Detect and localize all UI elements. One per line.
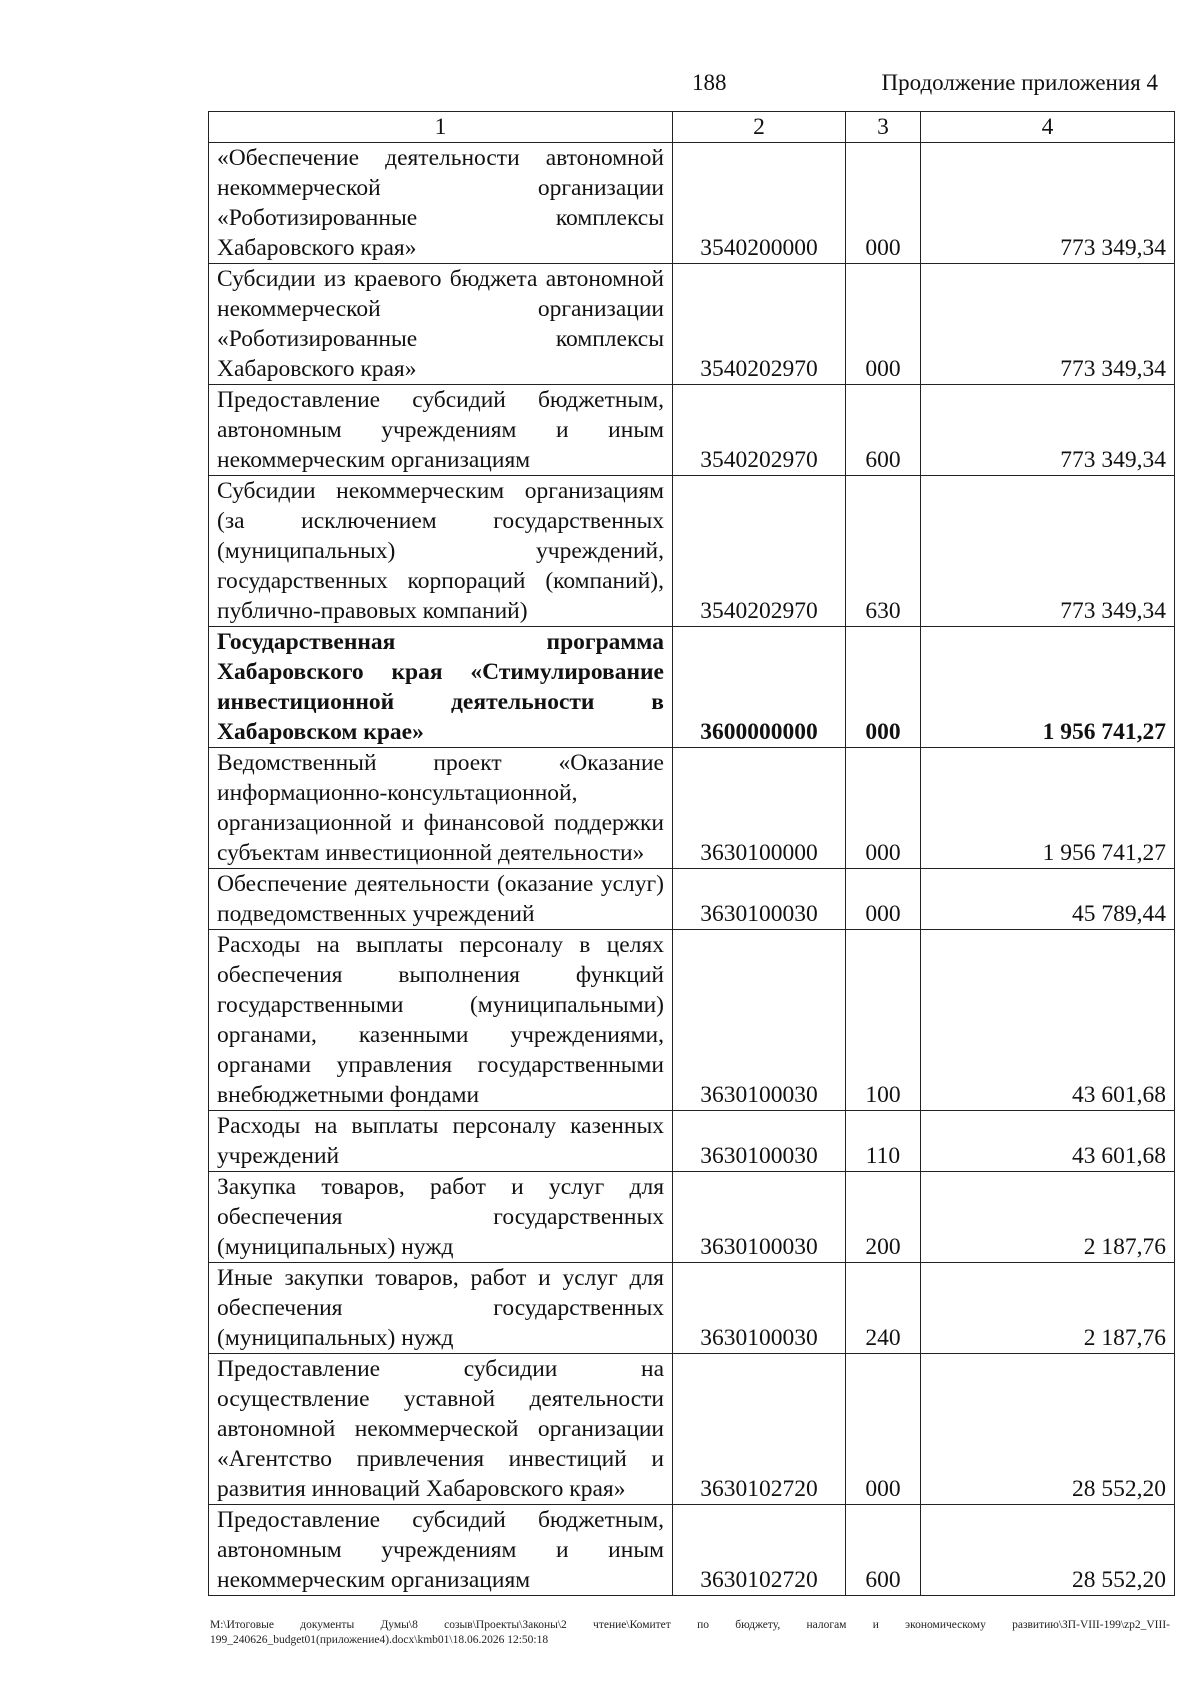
table-row bbox=[209, 476, 1175, 627]
row-amount-cell: 43 601,68 bbox=[921, 1111, 1175, 1172]
row-type-cell: 000 bbox=[846, 264, 921, 385]
row-code-cell: 3600000000 bbox=[673, 627, 846, 748]
row-type-cell: 200 bbox=[846, 1172, 921, 1263]
row-code-cell: 3630100000 bbox=[673, 748, 846, 869]
table-row bbox=[209, 264, 1175, 385]
row-name-cell: «Обеспечение деятельности автономной некоммерческой организации «Роботизированные комплексы Хабаровского края» bbox=[209, 143, 673, 264]
row-amount-cell: 43 601,68 bbox=[921, 930, 1175, 1111]
row-type-cell: 600 bbox=[846, 385, 921, 476]
table-row bbox=[209, 627, 1175, 748]
row-type-cell: 630 bbox=[846, 476, 921, 627]
table-row bbox=[209, 1354, 1175, 1505]
row-code-cell: 3540200000 bbox=[673, 143, 846, 264]
table-row bbox=[209, 1172, 1175, 1263]
row-amount-cell: 2 187,76 bbox=[921, 1263, 1175, 1354]
file-path-footer: M:\Итоговые документы Думы\8 созыв\Проекты\Законы\2 чтение\Комитет по бюджету, налогам и экономическому развитию\ЗП-VIII-199\zp2_VIII-199_240626_budget01(приложение4).docx\kmb01\18.06.2026 12:50:18 bbox=[210, 1619, 1170, 1646]
row-name-cell: Закупка товаров, работ и услуг для обеспечения государственных (муниципальных) нужд bbox=[209, 1172, 673, 1263]
row-name-cell: Обеспечение деятельности (оказание услуг) подведомственных учреждений bbox=[209, 869, 673, 930]
table-row bbox=[209, 869, 1175, 930]
row-type-cell: 100 bbox=[846, 930, 921, 1111]
row-code-cell: 3630100030 bbox=[673, 930, 846, 1111]
row-name-cell: Предоставление субсидий бюджетным, автономным учреждениям и иным некоммерческим организациям bbox=[209, 1505, 673, 1596]
row-type-cell: 000 bbox=[846, 748, 921, 869]
row-code-cell: 3540202970 bbox=[673, 264, 846, 385]
table-row bbox=[209, 1263, 1175, 1354]
row-amount-cell: 1 956 741,27 bbox=[921, 748, 1175, 869]
row-name-cell: Предоставление субсидий бюджетным, автономным учреждениям и иным некоммерческим организациям bbox=[209, 385, 673, 476]
row-amount-cell: 773 349,34 bbox=[921, 385, 1175, 476]
table-row bbox=[209, 930, 1175, 1111]
row-code-cell: 3630102720 bbox=[673, 1505, 846, 1596]
row-code-cell: 3630100030 bbox=[673, 1111, 846, 1172]
row-name-cell: Субсидии некоммерческим организациям (за исключением государственных (муниципальных) учреждений, государственных корпораций (компаний), публично-правовых компаний) bbox=[209, 476, 673, 627]
row-name-cell: Иные закупки товаров, работ и услуг для обеспечения государственных (муниципальных) нужд bbox=[209, 1263, 673, 1354]
table-row bbox=[209, 143, 1175, 264]
row-amount-cell: 1 956 741,27 bbox=[921, 627, 1175, 748]
row-name-cell: Расходы на выплаты персоналу в целях обеспечения выполнения функций государственными (муниципальными) органами, казенными учреждениями, органами управления государственными внебюджетными фондами bbox=[209, 930, 673, 1111]
row-code-cell: 3540202970 bbox=[673, 385, 846, 476]
row-type-cell: 000 bbox=[846, 869, 921, 930]
column-header-3: 3 bbox=[846, 112, 921, 143]
table-row bbox=[209, 1505, 1175, 1596]
column-header-1: 1 bbox=[209, 112, 673, 143]
row-code-cell: 3630100030 bbox=[673, 1263, 846, 1354]
row-amount-cell: 773 349,34 bbox=[921, 143, 1175, 264]
row-name-cell: Предоставление субсидии на осуществление уставной деятельности автономной некоммерческой организации «Агентство привлечения инвестиций и развития инноваций Хабаровского края» bbox=[209, 1354, 673, 1505]
row-amount-cell: 2 187,76 bbox=[921, 1172, 1175, 1263]
page-header bbox=[208, 66, 1168, 102]
row-amount-cell: 45 789,44 bbox=[921, 869, 1175, 930]
row-amount-cell: 28 552,20 bbox=[921, 1354, 1175, 1505]
row-name-cell: Расходы на выплаты персоналу казенных учреждений bbox=[209, 1111, 673, 1172]
row-code-cell: 3630100030 bbox=[673, 869, 846, 930]
row-type-cell: 110 bbox=[846, 1111, 921, 1172]
row-amount-cell: 773 349,34 bbox=[921, 476, 1175, 627]
column-header-2: 2 bbox=[673, 112, 846, 143]
row-code-cell: 3630102720 bbox=[673, 1354, 846, 1505]
table-header-row bbox=[209, 112, 1175, 143]
row-type-cell: 000 bbox=[846, 627, 921, 748]
table-row bbox=[209, 1111, 1175, 1172]
row-name-cell: Государственная программа Хабаровского края «Стимулирование инвестиционной деятельности в Хабаровском крае» bbox=[209, 627, 673, 748]
row-type-cell: 000 bbox=[846, 143, 921, 264]
row-code-cell: 3630100030 bbox=[673, 1172, 846, 1263]
table-row bbox=[209, 385, 1175, 476]
row-name-cell: Ведомственный проект «Оказание информационно-консультационной, организационной и финансовой поддержки субъектам инвестиционной деятельности» bbox=[209, 748, 673, 869]
page-number: 188 bbox=[692, 70, 727, 95]
row-code-cell: 3540202970 bbox=[673, 476, 846, 627]
column-header-4: 4 bbox=[921, 112, 1175, 143]
table-row bbox=[209, 748, 1175, 869]
row-type-cell: 240 bbox=[846, 1263, 921, 1354]
row-amount-cell: 28 552,20 bbox=[921, 1505, 1175, 1596]
budget-table bbox=[208, 111, 1175, 1596]
row-type-cell: 600 bbox=[846, 1505, 921, 1596]
continuation-label: Продолжение приложения 4 bbox=[881, 70, 1158, 95]
row-name-cell: Субсидии из краевого бюджета автономной некоммерческой организации «Роботизированные комплексы Хабаровского края» bbox=[209, 264, 673, 385]
row-amount-cell: 773 349,34 bbox=[921, 264, 1175, 385]
row-type-cell: 000 bbox=[846, 1354, 921, 1505]
